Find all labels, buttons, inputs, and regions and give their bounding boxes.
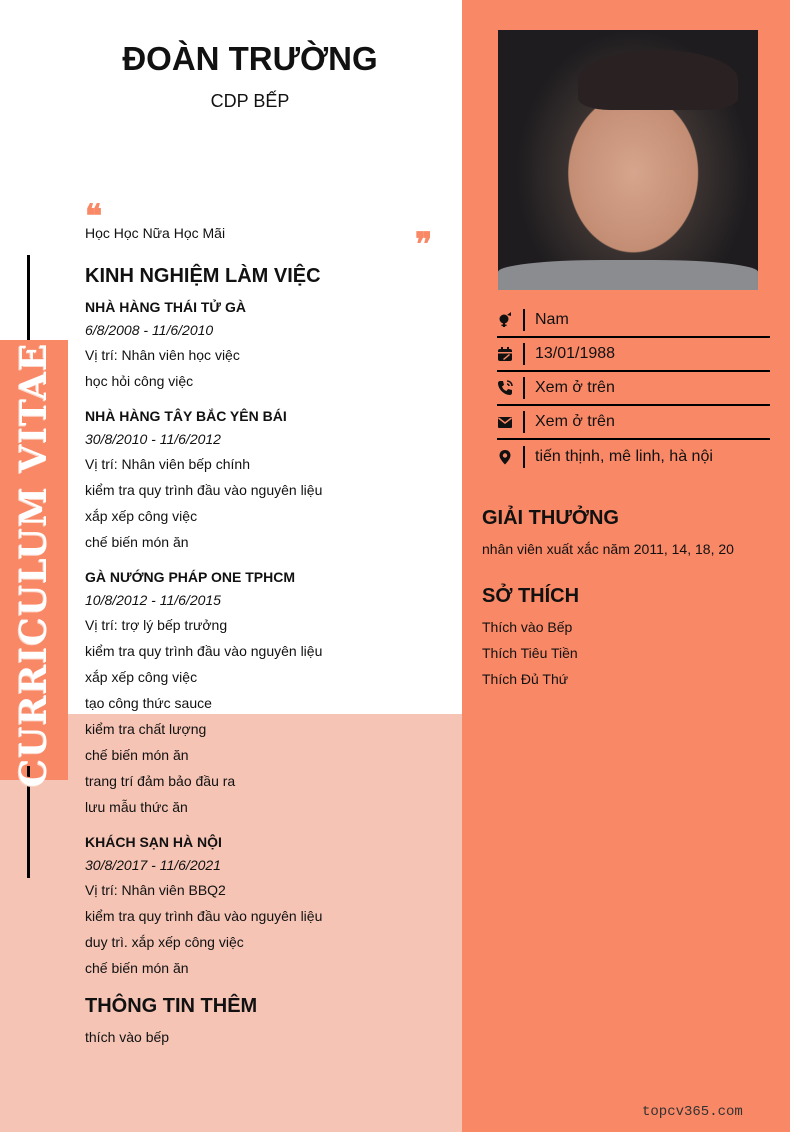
- job-date: 30/8/2017 - 11/6/2021: [85, 857, 221, 873]
- hobby-item: Thích vào Bếp: [482, 619, 573, 635]
- contact-gender: [497, 304, 770, 338]
- job-detail: kiểm tra quy trình đầu vào nguyên liệu: [85, 908, 323, 924]
- job-detail: xắp xếp công việc: [85, 669, 198, 685]
- hobbies-title: SỞ THÍCH: [482, 585, 580, 607]
- job-detail: xắp xếp công việc: [85, 508, 198, 524]
- job-detail: kiểm tra quy trình đầu vào nguyên liệu: [85, 643, 323, 659]
- contact-list: [497, 304, 770, 474]
- address-value: tiến thịnh, mê linh, hà nội: [535, 448, 713, 465]
- candidate-role: CDP BẾP: [210, 91, 290, 111]
- job-date: 6/8/2008 - 11/6/2010: [85, 322, 214, 338]
- job-company: GÀ NƯỚNG PHÁP ONE TPHCM: [85, 569, 295, 585]
- job-detail: kiểm tra chất lượng: [85, 721, 207, 737]
- hobbies-section: [482, 582, 772, 692]
- job-detail: kiểm tra quy trình đầu vào nguyên liệu: [85, 482, 323, 498]
- awards-text: nhân viên xuất xắc năm 2011, 14, 18, 20: [482, 541, 734, 557]
- job-detail: chế biến món ăn: [85, 534, 189, 550]
- quote-close-icon: ❞: [415, 225, 433, 263]
- job-detail: Vị trí: Nhân viên BBQ2: [85, 882, 226, 898]
- quote-text: Học Học Nữa Học Mãi: [85, 225, 226, 241]
- extra-info-text: thích vào bếp: [85, 1029, 170, 1045]
- job-company: NHÀ HÀNG THÁI TỬ GÀ: [85, 299, 246, 315]
- gender-value: Nam: [535, 311, 569, 328]
- job-date: 10/8/2012 - 11/6/2015: [85, 592, 221, 608]
- quote-open-icon: ❝: [85, 197, 103, 235]
- hobby-item: Thích Tiêu Tiền: [482, 645, 578, 661]
- job-date: 30/8/2010 - 11/6/2012: [85, 431, 221, 447]
- curriculum-vitae-label: CURRICULUM VITAE: [13, 342, 55, 788]
- awards-title: GIẢI THƯỞNG: [482, 507, 619, 529]
- contact-email: [497, 406, 770, 440]
- email-value: Xem ở trên: [535, 413, 615, 430]
- job-entry: [85, 405, 455, 555]
- contact-birthday: [497, 338, 770, 372]
- experience-title: KINH NGHIỆM LÀM VIỆC: [85, 265, 321, 287]
- job-detail: chế biến món ăn: [85, 747, 189, 763]
- job-entry: [85, 831, 455, 981]
- contact-phone: [497, 372, 770, 406]
- job-entry: [85, 566, 455, 820]
- hobby-item: Thích Đủ Thứ: [482, 671, 569, 687]
- job-detail: trang trí đảm bảo đầu ra: [85, 773, 236, 789]
- candidate-name: ĐOÀN TRƯỜNG: [122, 40, 378, 77]
- phone-value: Xem ở trên: [535, 379, 615, 396]
- phone-icon: [497, 380, 513, 396]
- profile-photo: [498, 30, 758, 290]
- contact-address: [497, 440, 770, 474]
- map-marker-icon: [497, 449, 513, 465]
- extra-info-title: THÔNG TIN THÊM: [85, 995, 258, 1017]
- job-detail: tạo công thức sauce: [85, 695, 212, 711]
- calendar-icon: [497, 346, 513, 362]
- watermark: topcv365.com: [642, 1104, 743, 1120]
- main-content: [85, 262, 455, 1050]
- gender-icon: [497, 312, 513, 328]
- job-company: KHÁCH SẠN HÀ NỘI: [85, 834, 222, 850]
- job-detail: lưu mẫu thức ăn: [85, 799, 188, 815]
- job-entry: [85, 296, 455, 394]
- envelope-icon: [497, 414, 513, 430]
- job-detail: học hỏi công việc: [85, 373, 194, 389]
- job-detail: chế biến món ăn: [85, 960, 189, 976]
- job-company: NHÀ HÀNG TÂY BẮC YÊN BÁI: [85, 408, 287, 424]
- birthday-value: 13/01/1988: [535, 345, 616, 362]
- job-detail: Vị trí: Nhân viên học việc: [85, 347, 240, 363]
- job-detail: Vị trí: trợ lý bếp trưởng: [85, 617, 228, 633]
- job-detail: duy trì. xắp xếp công việc: [85, 934, 244, 950]
- awards-section: [482, 504, 772, 562]
- job-detail: Vị trí: Nhân viên bếp chính: [85, 456, 250, 472]
